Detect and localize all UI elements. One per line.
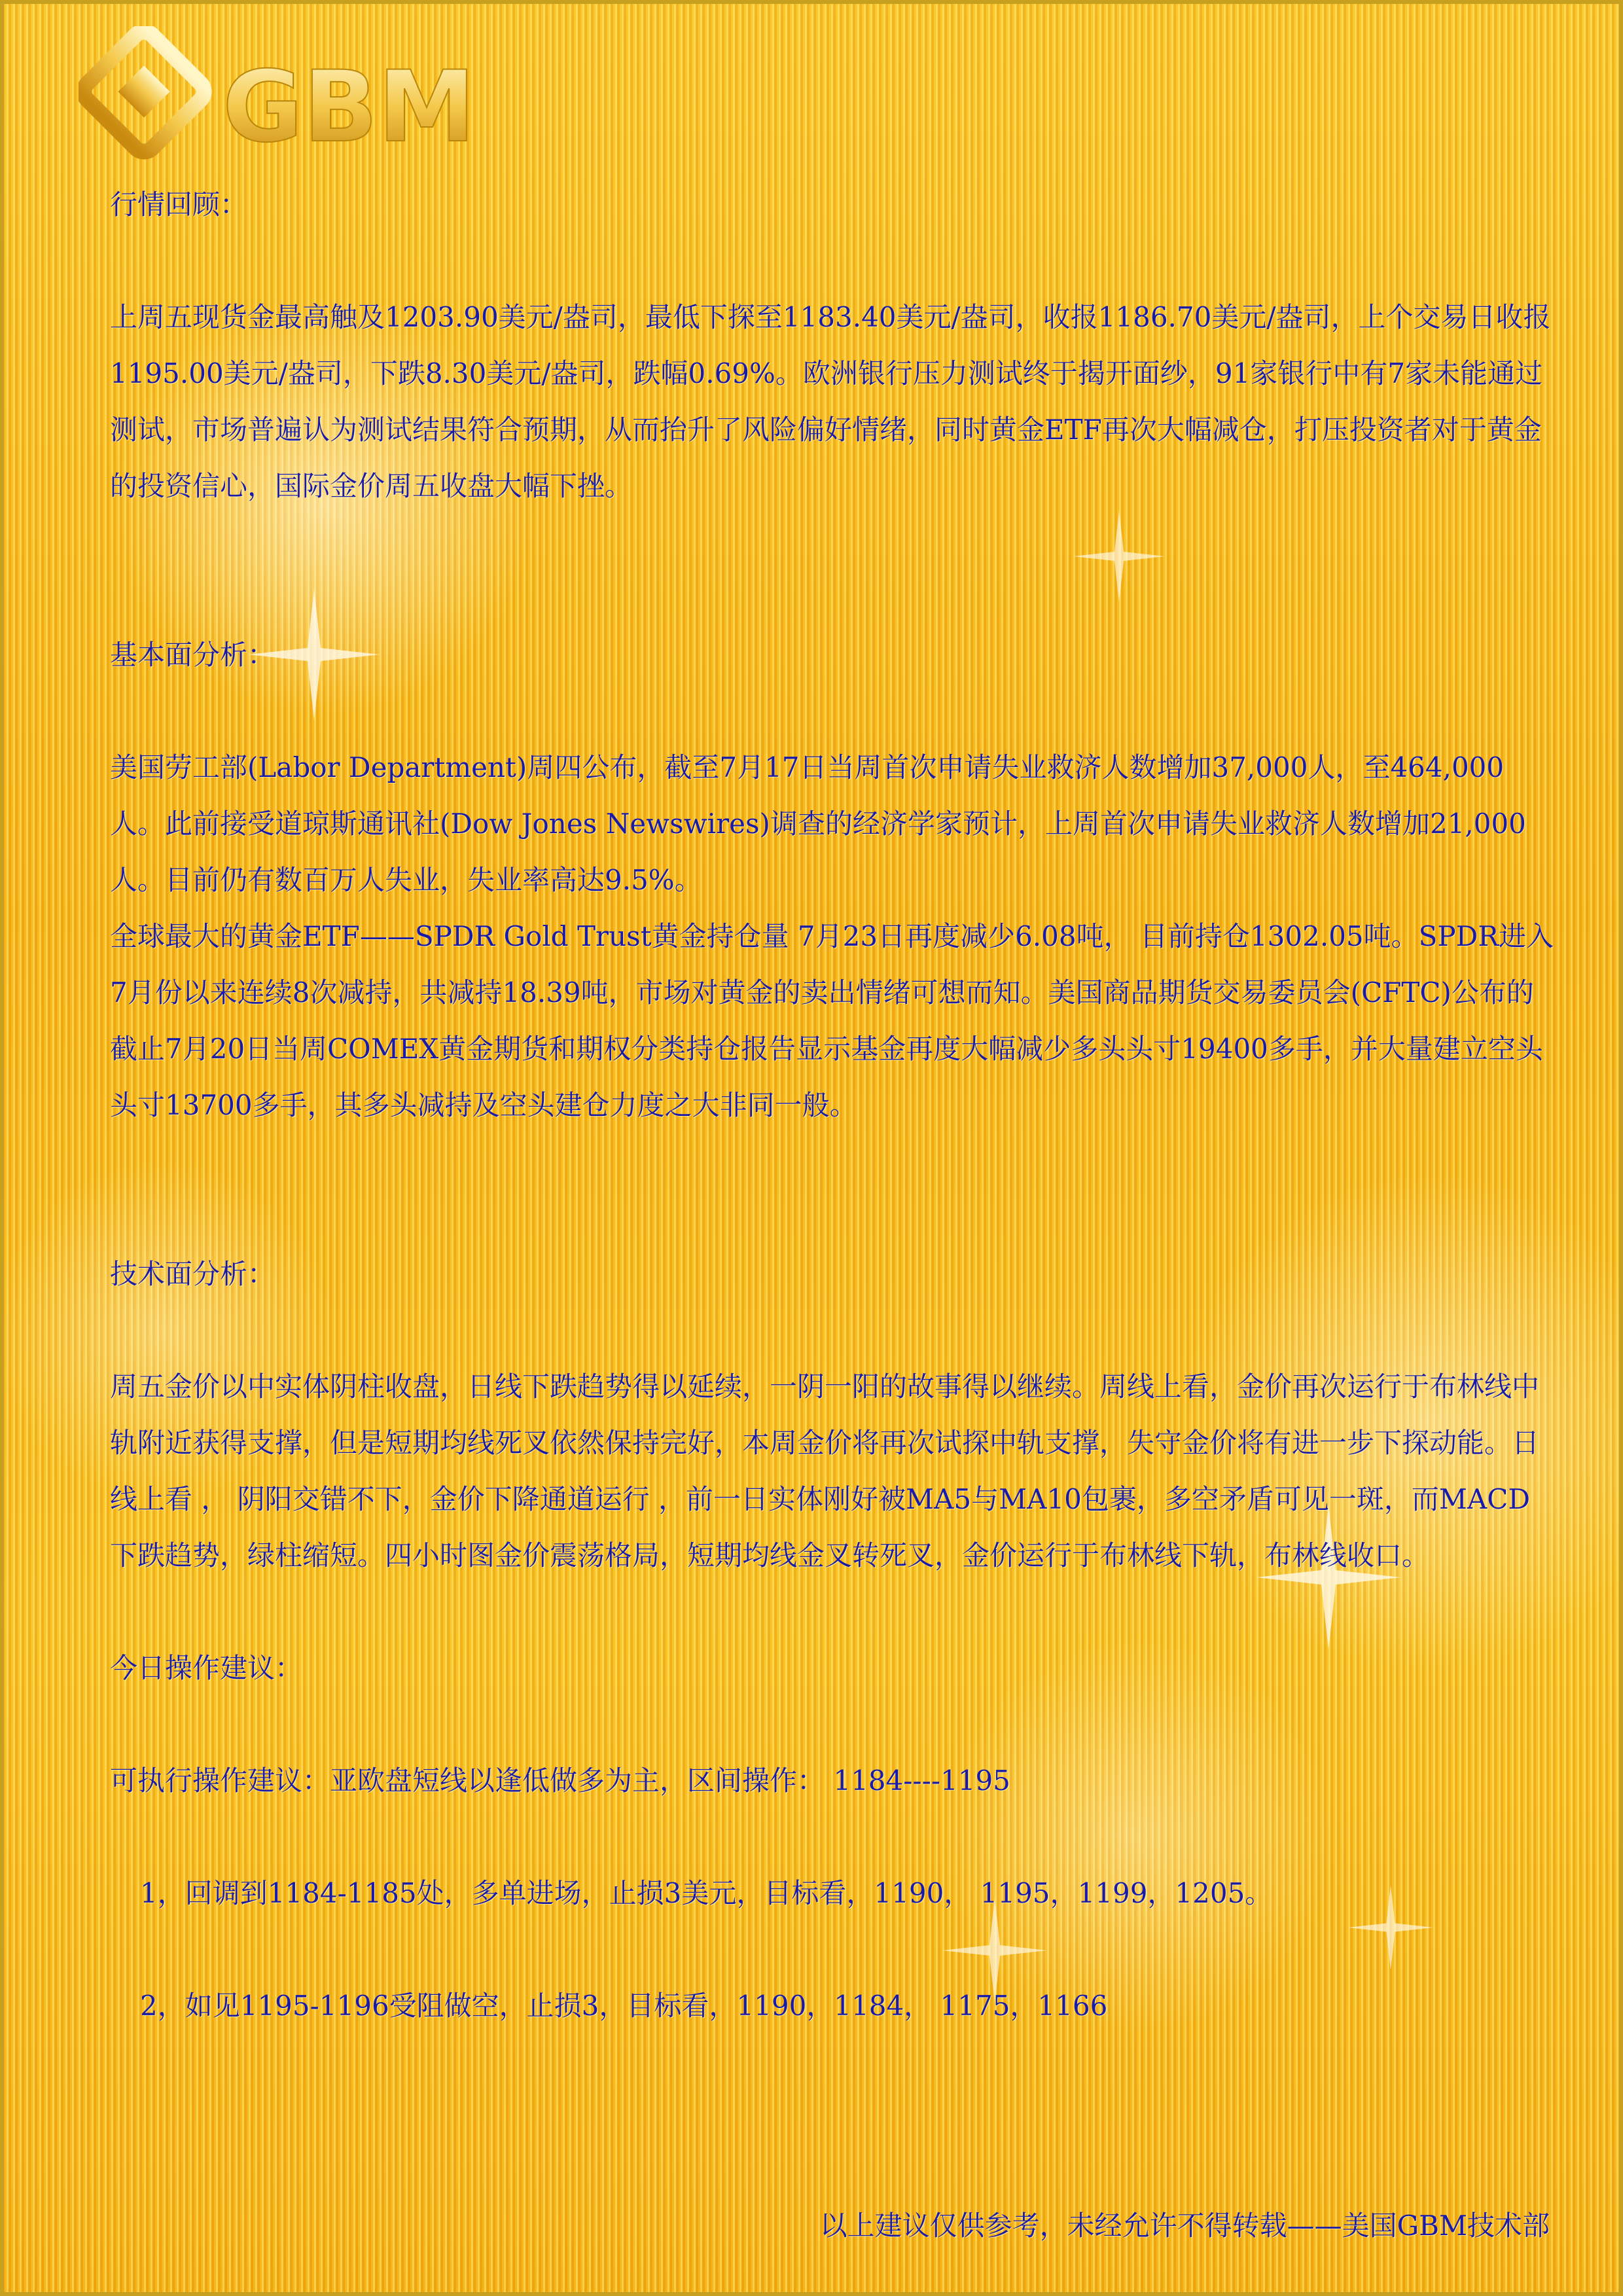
spacer <box>110 1809 1558 1865</box>
spacer <box>110 1696 1558 1753</box>
gbm-emblem-icon <box>79 27 209 156</box>
spacer <box>110 1134 1558 1246</box>
technical-paragraph: 周五金价以中实体阴柱收盘，日线下跌趋势得以延续，一阴一阳的故事得以继续。周线上看，金价再次运行于布林线中轨附近获得支撑，但是短期均线死叉依然保持完好，本周金价将再次试探中轨支撑，失守金价将有进一步下探动能。日线上看 ， 阴阳交错不下，金价下降通道运行 ，前一日实体刚好被MA5与MA10包裹，多空矛盾可见一斑，而MACD下跌趋势，绿柱缩短。四小时图金价震荡格局，短期均线金叉转死叉，金价运行于布林线下轨，布林线收口。 <box>110 1371 1540 1571</box>
advice-item-short: 2，如见1195-1196受阻做空，止损3，目标看，1190，1184， 1175，1166 <box>140 1990 1108 2022</box>
disclaimer-footer: 以上建议仅供参考，未经允许不得转载——美国GBM技术部 <box>819 2210 1550 2242</box>
gbm-logo-text: GBM <box>223 50 476 164</box>
review-paragraph: 上周五现货金最高触及1203.90美元/盎司，最低下探至1183.40美元/盎司，收报1186.70美元/盎司，上个交易日收报1195.00美元/盎司，下跌8.30美元/盎司，跌幅0.69%。欧洲银行压力测试终于揭开面纱，91家银行中有7家未能通过测试，市场普遍认为测试结果符合预期，从而抬升了风险偏好情绪，同时黄金ETF再次大幅减仓，打压投资者对于黄金的投资信心，国际金价周五收盘大幅下挫。 <box>110 301 1551 502</box>
spacer <box>110 683 1558 740</box>
gbm-logo <box>79 26 550 170</box>
section-heading-advice: 今日操作建议： <box>110 1652 303 1684</box>
report-content <box>110 177 1558 2034</box>
fundamental-paragraph-jobless: 美国劳工部(Labor Department)周四公布，截至7月17日当周首次申请失业救济人数增加37,000人，至464,000人。此前接受道琼斯通讯社(Dow Jones Newswires)调查的经济学家预计，上周首次申请失业救济人数增加21,000人。目前仍有数百万人失业，失业率高达9.5%。 <box>110 751 1526 896</box>
spacer <box>110 514 1558 627</box>
advice-summary: 可执行操作建议：亚欧盘短线以逢低做多为主，区间操作： 1184----1195 <box>110 1765 1010 1797</box>
section-heading-fundamental: 基本面分析： <box>110 639 276 671</box>
spacer <box>110 1302 1558 1359</box>
fundamental-paragraph-etf: 全球最大的黄金ETF——SPDR Gold Trust黄金持仓量 7月23日再度减少6.08吨， 目前持仓1302.05吨。SPDR进入7月份以来连续8次减持，共减持18.39吨，市场对黄金的卖出情绪可想而知。美国商品期货交易委员会(CFTC)公布的截止7月20日当周COMEX黄金期货和期权分类持仓报告显示基金再度大幅减少多头头寸19400多手，并大量建立空头头寸13700多手，其多头减持及空头建仓力度之大非同一般。 <box>110 920 1554 1121</box>
section-heading-technical: 技术面分析： <box>110 1258 276 1290</box>
section-heading-review: 行情回顾： <box>110 188 248 221</box>
spacer <box>110 233 1558 289</box>
spacer <box>110 1922 1558 1978</box>
advice-item-long: 1，回调到1184-1185处，多单进场，止损3美元，目标看，1190， 1195，1199，1205。 <box>140 1877 1273 1909</box>
spacer <box>110 1584 1558 1640</box>
